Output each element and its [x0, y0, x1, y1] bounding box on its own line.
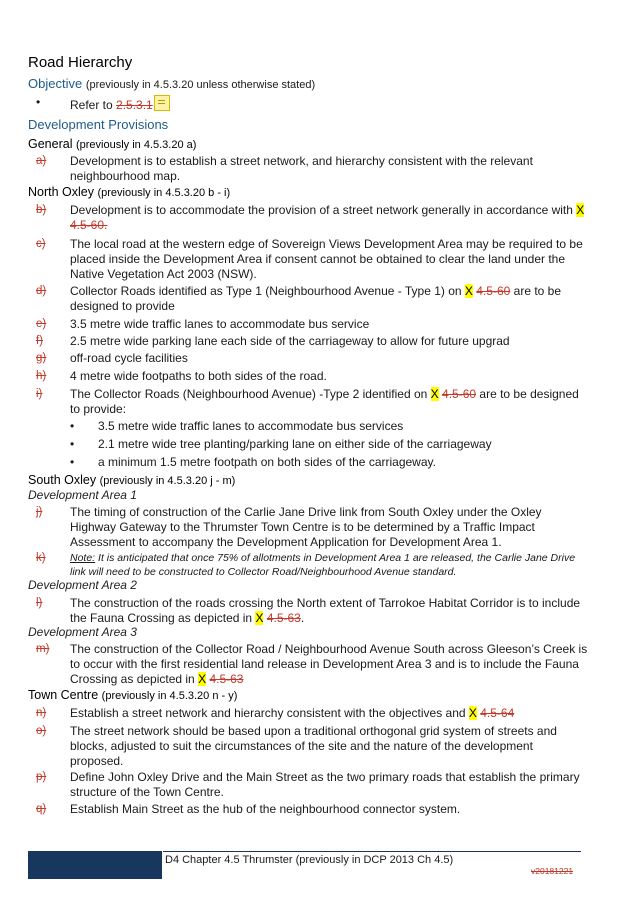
- item-marker: n): [36, 707, 47, 719]
- deleted-ref: 4.5-63: [266, 611, 301, 625]
- deleted-ref: 4.5-64: [480, 706, 515, 720]
- provision-i: [36, 387, 588, 417]
- figure-ref: X: [464, 284, 473, 298]
- item-text: off-road cycle facilities: [70, 351, 188, 365]
- objective-note: (previously in 4.5.3.20 unless otherwise stated): [85, 79, 316, 91]
- item-text: Define John Oxley Drive and the Main Street as the two primary roads that establish the primary structure of the Town Centre.: [70, 770, 580, 799]
- footer-version: v20181221: [531, 866, 574, 876]
- provision-m: [36, 642, 588, 687]
- item-text: The Collector Roads (Neighbourhood Avenue) -Type 2 identified on: [70, 387, 431, 401]
- development-provisions-heading: Development Provisions: [28, 117, 169, 132]
- sub-bullet: [70, 455, 570, 470]
- deleted-ref: 4.5-60: [476, 284, 511, 298]
- provision-a: [36, 154, 588, 184]
- item-text: The timing of construction of the Carlie Jane Drive link from South Oxley under the Oxley Highway Gateway to the Thrumster Town Centre is to be determined by a Traffic Impact Assessment to accompany the Development Application for Development Area 1.: [70, 505, 542, 549]
- provision-q: [36, 802, 588, 817]
- item-marker: h): [36, 370, 47, 382]
- provision-e: [36, 317, 588, 332]
- item-marker: c): [36, 238, 46, 250]
- sub-bullet-text: a minimum 1.5 metre footpath on both sides of the carriageway.: [98, 455, 436, 469]
- provision-l: [36, 596, 588, 626]
- objective-bullet: [36, 95, 588, 113]
- item-text-cont: are to be designed to provide:: [70, 387, 579, 416]
- item-text: It is anticipated that once 75% of allotments in Development Area 1 are released, the Carlie Jane Drive link will need to be constructed to Collector Road/Neighbourhood Avenue standard.: [70, 552, 576, 578]
- item-marker: i): [36, 388, 43, 400]
- town-centre-heading: [28, 688, 237, 702]
- item-marker: j): [36, 506, 43, 518]
- provision-f: [36, 334, 588, 349]
- item-marker: a): [36, 155, 47, 167]
- deleted-ref: 4.5-63: [209, 672, 244, 686]
- sub-bullet: [70, 437, 570, 452]
- item-text: The local road at the western edge of Sovereign Views Development Area may be required to be placed inside the Development Area if consent cannot be obtained to clear the land under the Native Vegetation Act 2003 (NSW).: [70, 237, 583, 281]
- footer-title: D4 Chapter 4.5 Thrumster (previously in DCP 2013 Ch 4.5): [165, 854, 454, 866]
- development-area-2-heading: Development Area 2: [28, 578, 137, 592]
- objective-bullet-prefix: Refer to: [70, 98, 117, 112]
- south-oxley-label: South Oxley: [28, 473, 97, 487]
- note-label: Note:: [70, 552, 96, 564]
- item-marker: q): [36, 803, 47, 815]
- item-text-end: .: [300, 611, 305, 625]
- general-note: (previously in 4.5.3.20 a): [75, 139, 197, 151]
- figure-ref: X: [430, 387, 439, 401]
- figure-ref: X: [255, 611, 264, 625]
- provision-c: [36, 237, 588, 282]
- item-text: Establish Main Street as the hub of the neighbourhood connector system.: [70, 802, 461, 816]
- provision-j: [36, 505, 588, 550]
- north-oxley-note: (previously in 4.5.3.20 b - i): [97, 187, 231, 199]
- item-marker: p): [36, 771, 47, 783]
- general-label: General: [28, 137, 73, 151]
- deleted-ref: 4.5-60.: [70, 218, 108, 232]
- comment-note-icon[interactable]: [154, 95, 170, 111]
- sub-bullet: [70, 419, 570, 434]
- sub-bullet-text: 2.1 metre wide tree planting/parking lane on either side of the carriageway: [98, 437, 492, 451]
- item-marker: e): [36, 318, 47, 330]
- item-text: Collector Roads identified as Type 1 (Neighbourhood Avenue - Type 1) on: [70, 284, 465, 298]
- provision-g: [36, 351, 588, 366]
- item-text: Development is to accommodate the provision of a street network generally in accordance with: [70, 203, 577, 217]
- general-heading: [28, 137, 196, 151]
- south-oxley-note: (previously in 4.5.3.20 j - m): [99, 475, 236, 487]
- objective-heading: [28, 76, 315, 91]
- provision-h: [36, 369, 588, 384]
- page-title: Road Hierarchy: [28, 54, 133, 71]
- objective-label: Objective: [28, 76, 83, 91]
- north-oxley-label: North Oxley: [28, 185, 94, 199]
- item-text: Development is to establish a street network, and hierarchy consistent with the relevant neighbourhood map.: [70, 154, 533, 183]
- bullet-dot: •: [70, 437, 75, 451]
- development-area-1-heading: Development Area 1: [28, 488, 137, 502]
- item-marker: m): [36, 643, 50, 655]
- footer-color-bar: [28, 851, 162, 879]
- sub-bullet-text: 3.5 metre wide traffic lanes to accommodate bus services: [98, 419, 404, 433]
- development-area-3-heading: Development Area 3: [28, 625, 137, 639]
- town-centre-label: Town Centre: [28, 688, 99, 702]
- item-text: The street network should be based upon a traditional orthogonal grid system of streets and blocks, adjusted to suit the circumstances of the site and the nature of the development proposed.: [70, 724, 557, 768]
- bullet-dot: •: [70, 455, 75, 469]
- item-text: The construction of the roads crossing the North extent of Tarrokoe Habitat Corridor is to include the Fauna Crossing as depicted in: [70, 596, 581, 625]
- objective-bullet-deleted: 2.5.3.1: [116, 98, 153, 112]
- item-marker: k): [36, 552, 46, 564]
- item-marker: b): [36, 204, 47, 216]
- provision-o: [36, 724, 588, 769]
- north-oxley-heading: [28, 185, 230, 199]
- item-marker: o): [36, 725, 47, 737]
- item-text: 4 metre wide footpaths to both sides of the road.: [70, 369, 327, 383]
- town-centre-note: (previously in 4.5.3.20 n - y): [101, 690, 238, 702]
- item-marker: l): [36, 597, 43, 609]
- provision-d: [36, 284, 588, 314]
- provision-k: [36, 551, 588, 579]
- item-text: The construction of the Collector Road / Neighbourhood Avenue South across Gleeson’s Creek is to occur with the first residential land release in Development Area 3 and is to include the Fauna Crossing as depicted in: [70, 642, 588, 686]
- figure-ref: X: [576, 203, 585, 217]
- bullet-dot: •: [70, 419, 75, 433]
- footer-divider: [163, 851, 581, 852]
- figure-ref: X: [198, 672, 207, 686]
- bullet-dot: •: [36, 95, 41, 109]
- item-text: 3.5 metre wide traffic lanes to accommodate bus service: [70, 317, 370, 331]
- item-marker: d): [36, 285, 47, 297]
- provision-b: [36, 203, 588, 233]
- item-marker: g): [36, 352, 47, 364]
- provision-p: [36, 770, 588, 800]
- provision-n: [36, 706, 588, 721]
- south-oxley-heading: [28, 473, 235, 487]
- deleted-ref: 4.5-60: [442, 387, 477, 401]
- item-text: 2.5 metre wide parking lane each side of the carriageway to allow for future upgrad: [70, 334, 510, 348]
- item-marker: f): [36, 335, 44, 347]
- item-text-cont: are to be designed to provide: [70, 284, 562, 313]
- figure-ref: X: [468, 706, 477, 720]
- item-text: Establish a street network and hierarchy consistent with the objectives and: [70, 706, 469, 720]
